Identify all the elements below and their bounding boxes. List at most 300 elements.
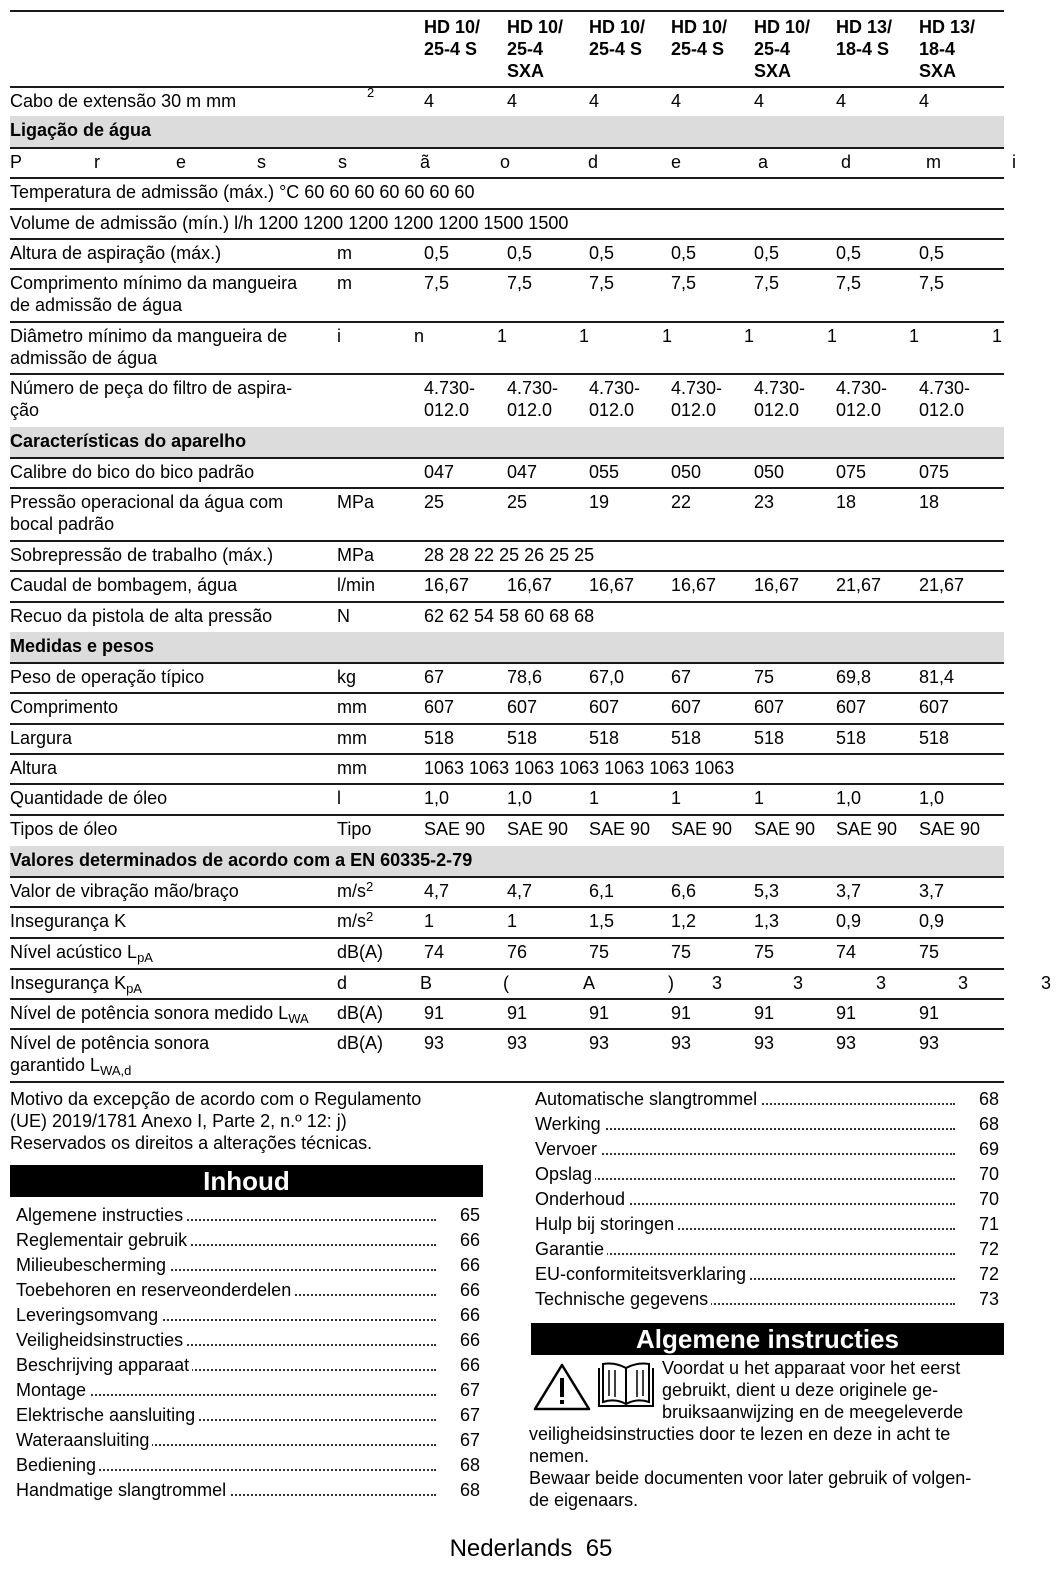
row-value: 050 [754,462,785,482]
toc-entry [535,1087,1005,1112]
row-value: 518 [589,728,620,748]
column-header: HD 13/ 18-4 SXA [919,17,976,81]
toc-leader-dots [535,1178,955,1180]
row-value: 518 [754,728,785,748]
toc-entry [16,1378,486,1403]
spread-char: m [926,152,941,172]
row-label: Número de peça do filtro de aspira- ção [10,378,293,420]
row-value: 4 [754,91,765,111]
row-value: 4.730- 012.0 [424,378,476,420]
column-header: HD 10/ 25-4 SXA [507,17,564,81]
row-divider [10,177,1004,179]
row-value: 1,5 [589,911,615,931]
row-value: 7,5 [507,273,533,293]
row-value: 4.730- 012.0 [671,378,723,420]
row-divider [10,147,1004,149]
toc-entry-label: Reglementair gebruik [16,1228,190,1253]
footer-page-number: 65 [585,1535,613,1562]
row-label: Peso de operação típico [10,667,205,687]
row-value: 1,0 [836,788,862,808]
row-label: Comprimento [10,697,119,717]
section-header [10,846,1004,876]
row-value: 5,3 [754,881,780,901]
toc-entry [535,1262,1005,1287]
row-value: 91 [836,1003,857,1023]
row-value: 1 [507,911,518,931]
label-subscript: WA,d [100,1063,132,1078]
toc-entry-page: 70 [979,1189,1000,1209]
row-value: 607 [424,697,455,717]
spread-char: a [758,152,769,172]
row-value: 4 [589,91,600,111]
spread-char: s [338,152,347,172]
row-unit: m [337,273,352,293]
section-title: Valores determinados de acordo com a EN 60335-2-79 [10,850,473,870]
section-header [10,632,1004,662]
row-value: 1 [754,788,765,808]
row-value: 4,7 [424,881,450,901]
row-value: 518 [424,728,455,748]
row-value: 0,5 [836,243,862,263]
toc-entry-label: Onderhoud [535,1187,628,1212]
toc-entry-page: 70 [979,1164,1000,1184]
row-divider [10,268,1004,270]
row-value: 7,5 [671,273,697,293]
row-value: 18 [919,492,940,512]
row-value: 7,5 [754,273,780,293]
toc-entry-page: 73 [979,1289,1000,1309]
row-unit: N [337,606,350,626]
footnote-line: Motivo da excepção de acordo com o Regulamento [10,1089,422,1109]
unit-superscript: 2 [366,879,374,894]
row-value: 518 [671,728,702,748]
intro-line: de eigenaars. [529,1490,639,1510]
row-label: Cabo de extensão 30 m mm [10,91,237,111]
row-divider [10,540,1004,542]
row-value: 6,1 [589,881,615,901]
row-value: 75 [754,942,775,962]
column-header: HD 10/ 25-4 S [671,17,728,59]
toc-entry-page: 68 [979,1114,1000,1134]
toc-entry-label: Vervoer [535,1137,600,1162]
row-value: 0,5 [671,243,697,263]
row-value: 6,6 [671,881,697,901]
row-value: 4 [424,91,435,111]
row-divider [10,457,1004,459]
row-value: SAE 90 [589,819,651,839]
spread-char: o [500,152,511,172]
row-value: 1,0 [919,788,945,808]
row-value: 607 [507,697,538,717]
row-value: 0,5 [424,243,450,263]
row-unit: kg [337,667,357,687]
row-divider [10,1081,1004,1083]
row-value: 075 [919,462,950,482]
toc-entry [16,1278,486,1303]
row-value: 93 [424,1033,445,1053]
toc-entry-page: 66 [460,1355,481,1375]
row-unit: m [337,243,352,263]
row-divider [10,906,1004,908]
toc-entry-label: Wateraansluiting [16,1428,152,1453]
footer-language: Nederlands [449,1535,573,1562]
toc-entry-page: 68 [979,1089,1000,1109]
row-value: 91 [424,1003,445,1023]
column-header: HD 13/ 18-4 S [836,17,893,59]
row-value: 0,5 [754,243,780,263]
row-value: 25 [424,492,445,512]
row-label: Altura de aspiração (máx.) [10,243,222,263]
row-value: 4 [671,91,682,111]
toc-entry [535,1162,1005,1187]
footnote-line: Reservados os direitos a alterações técnicas. [10,1133,373,1153]
row-value: 4 [507,91,518,111]
row-value: 607 [754,697,785,717]
spread-char: e [671,152,682,172]
toc-entry-label: Hulp bij storingen [535,1212,677,1237]
row-value: 1 [589,788,600,808]
row-value: 1,2 [671,911,697,931]
row-divider [10,487,1004,489]
row-value: 3,7 [836,881,862,901]
row-unit: mm [337,728,367,748]
spread-char: ) [668,973,674,993]
toc-entry-label: Algemene instructies [16,1203,186,1228]
row-value: 4.730- 012.0 [836,378,888,420]
row-value: 607 [919,697,950,717]
row-value: SAE 90 [424,819,486,839]
toc-entry-label: Beschrijving apparaat [16,1353,192,1378]
row-unit: Tipo [337,819,372,839]
row-value: SAE 90 [754,819,816,839]
row-value-inline: 62 62 54 58 60 68 68 [424,606,595,626]
row-value: 67,0 [589,667,625,687]
row-unit: dB(A) [337,942,384,962]
spread-char: i [337,326,341,346]
row-value: 1,0 [507,788,533,808]
toc-entry-label: Milieubescherming [16,1253,169,1278]
spread-char: 1 [744,326,755,346]
toc-entry-page: 68 [460,1480,481,1500]
spread-char: d [588,152,599,172]
spread-char: ( [503,973,509,993]
toc-entry [535,1237,1005,1262]
toc-entry [16,1428,486,1453]
row-divider [10,373,1004,375]
toc-entry-page: 65 [460,1205,481,1225]
row-label: Caudal de bombagem, água [10,575,238,595]
row-value: 23 [754,492,775,512]
row-value: 91 [754,1003,775,1023]
row-divider [10,753,1004,755]
row-value: 75 [919,942,940,962]
toc-entry-label: Garantie [535,1237,607,1262]
row-value: 67 [424,667,445,687]
column-header: HD 10/ 25-4 S [424,17,481,59]
toc-entry-label: Montage [16,1378,89,1403]
row-label: Calibre do bico do bico padrão [10,462,255,482]
toc-entry-page: 66 [460,1280,481,1300]
row-divider [10,814,1004,816]
row-value: 4 [919,91,930,111]
spread-char: i [1012,152,1016,172]
toc-entry [16,1328,486,1353]
toc-entry-label: Toebehoren en reserveonderdelen [16,1278,294,1303]
row-value: 075 [836,462,867,482]
spread-char: A [583,973,596,993]
spread-char: 3 [1041,973,1052,993]
toc-entry [16,1403,486,1428]
toc-entry [16,1303,486,1328]
column-header: HD 10/ 25-4 S [589,17,646,59]
toc-entry-label: Leveringsomvang [16,1303,161,1328]
label-subscript: pA [126,981,142,996]
toc-entry-page: 67 [460,1405,481,1425]
row-value: 67 [671,667,692,687]
toc-entry-page: 67 [460,1380,481,1400]
toc-entry-label: Technische gegevens [535,1287,711,1312]
toc-entry-page: 71 [979,1214,1000,1234]
spread-char: n [414,326,425,346]
spread-char: 3 [712,973,723,993]
row-value-inline: 1063 1063 1063 1063 1063 1063 1063 [424,758,735,778]
spread-char: B [420,973,433,993]
row-value: 19 [589,492,610,512]
row-value: 22 [671,492,692,512]
toc-entry-page: 69 [979,1139,1000,1159]
row-value: 7,5 [424,273,450,293]
row-divider [10,998,1004,1000]
row-divider [10,601,1004,603]
toc-entry [16,1478,486,1503]
row-divider [10,238,1004,240]
row-divider [10,321,1004,323]
row-value: 518 [919,728,950,748]
warning-icon [532,1362,592,1417]
toc-entry-page: 66 [460,1230,481,1250]
spread-char: 1 [909,326,920,346]
row-label: Quantidade de óleo [10,788,168,808]
row-label: Nível de potência sonora garantido $L_{WA,d}$ [10,1033,210,1078]
spread-char: d [841,152,852,172]
toc-title: Inhoud [10,1165,483,1197]
column-header: HD 10/ 25-4 SXA [754,17,811,81]
toc-entry-page: 68 [460,1455,481,1475]
intro-line: veiligheidsinstructies door te lezen en deze in acht te [529,1424,951,1444]
intro-line: gebruikt, dient u deze originele ge- [662,1380,939,1400]
row-label: Insegurança $K_{pA}$ [10,973,142,996]
row-divider [10,692,1004,694]
row-value: 607 [836,697,867,717]
row-value: 047 [507,462,538,482]
toc-entry-page: 67 [460,1430,481,1450]
section-title: Medidas e pesos [10,636,155,656]
toc-entry-page: 66 [460,1305,481,1325]
toc-entry-page: 72 [979,1264,1000,1284]
row-value: 76 [507,942,528,962]
toc-entry-page: 66 [460,1330,481,1350]
row-value: 16,67 [507,575,553,595]
row-value: 91 [589,1003,610,1023]
spread-char: 3 [793,973,804,993]
toc-entry [535,1187,1005,1212]
row-value: 047 [424,462,455,482]
row-value: 518 [507,728,538,748]
page-footer [0,1534,1062,1564]
row-value: 4.730- 012.0 [754,378,806,420]
row-value: 7,5 [836,273,862,293]
row-value: 1,3 [754,911,780,931]
intro-line: nemen. [529,1446,590,1466]
row-value: 4.730- 012.0 [919,378,971,420]
row-value: 7,5 [589,273,615,293]
toc-entry-label: Automatische slangtrommel [535,1087,760,1112]
spread-char: d [337,973,348,993]
row-unit: l/min [337,575,376,595]
row-value: 75 [754,667,775,687]
toc-entry [16,1253,486,1278]
toc-entry [16,1203,486,1228]
row-value: 607 [589,697,620,717]
row-unit: 2 [367,85,375,100]
row-divider [10,876,1004,878]
intro-title: Algemene instructies [531,1323,1004,1355]
row-value: 75 [589,942,610,962]
section-title: Ligação de água [10,120,152,140]
toc-entry-label: EU-conformiteitsverklaring [535,1262,749,1287]
row-value: 74 [424,942,445,962]
row-value: 1 [424,911,435,931]
spread-char: 3 [958,973,969,993]
toc-entry [16,1353,486,1378]
intro-line: bruiksaanwijzing en de meegeleverde [662,1402,964,1422]
row-value: 25 [507,492,528,512]
row-value: 4 [836,91,847,111]
row-divider [10,86,1004,88]
toc-entry [16,1228,486,1253]
row-label: Altura [10,758,58,778]
toc-entry [16,1453,486,1478]
row-value: SAE 90 [671,819,733,839]
row-value: 91 [919,1003,940,1023]
row-unit: $m/s^2$ [337,879,374,901]
unit-superscript: 2 [366,909,374,924]
section-header [10,116,1004,147]
row-label: Valor de vibração mão/braço [10,881,239,901]
row-label: Pressão operacional da água com bocal padrão [10,492,284,534]
row-divider [10,1028,1004,1030]
spread-char: e [176,152,187,172]
row-value: 4,7 [507,881,533,901]
section-title: Características do aparelho [10,431,247,451]
row-value: 0,9 [836,911,862,931]
manual-book-icon [595,1360,657,1417]
row-divider [10,783,1004,785]
spread-char: P [10,152,23,172]
row-unit: mm [337,697,367,717]
row-divider [10,208,1004,210]
row-value: 0,5 [589,243,615,263]
row-value: 0,5 [919,243,945,263]
row-value: 0,5 [507,243,533,263]
row-unit: dB(A) [337,1003,384,1023]
row-value: 16,67 [754,575,800,595]
row-label: Sobrepressão de trabalho (máx.) [10,545,274,565]
row-text: Volume de admissão (mín.) l/h 1200 1200 1200 1200 1200 1500 1500 [10,213,569,233]
row-value: 93 [754,1033,775,1053]
row-value: 93 [919,1033,940,1053]
row-value: 4.730- 012.0 [589,378,641,420]
footnote-line: (UE) 2019/1781 Anexo I, Parte 2, n.º 12: j) [10,1111,347,1131]
spread-char: 1 [992,326,1003,346]
toc-entry-label: Werking [535,1112,604,1137]
row-label: Tipos de óleo [10,819,118,839]
row-value: 050 [671,462,702,482]
spread-char: 1 [827,326,838,346]
spread-char: 1 [662,326,673,346]
row-value: SAE 90 [507,819,569,839]
spread-char: s [257,152,266,172]
row-divider [10,10,1004,12]
row-divider [10,662,1004,664]
row-value: 75 [671,942,692,962]
row-value: 055 [589,462,620,482]
label-subscript: WA [288,1011,309,1026]
row-label: Insegurança K [10,911,127,931]
spread-char: ã [420,152,431,172]
row-label: Largura [10,728,73,748]
row-divider [10,723,1004,725]
row-value: 69,8 [836,667,872,687]
label-subscript: pA [137,950,153,965]
toc-entry-label: Opslag [535,1162,595,1187]
row-value: 607 [671,697,702,717]
toc-entry-page: 66 [460,1255,481,1275]
row-value: 21,67 [836,575,882,595]
row-value: 18 [836,492,857,512]
row-value: 16,67 [589,575,635,595]
section-header [10,427,1004,457]
intro-line: Voordat u het apparaat voor het eerst [662,1358,961,1378]
toc-entry-label: Bediening [16,1453,99,1478]
row-unit: MPa [337,545,375,565]
row-value: 93 [589,1033,610,1053]
row-label: Diâmetro mínimo da mangueira de admissão de água [10,326,288,368]
toc-entry-label: Handmatige slangtrommel [16,1478,229,1503]
toc-entry-page: 72 [979,1239,1000,1259]
toc-entry-label: Veiligheidsinstructies [16,1328,186,1353]
row-value: 93 [836,1033,857,1053]
row-value: 81,4 [919,667,955,687]
row-label: Recuo da pistola de alta pressão [10,606,273,626]
row-label: Nível acústico $L_{pA}$ [10,942,153,965]
row-value: 518 [836,728,867,748]
spread-char: r [94,152,100,172]
row-value-inline: 28 28 22 25 26 25 25 [424,545,595,565]
row-value: 4.730- 012.0 [507,378,559,420]
row-value: 91 [671,1003,692,1023]
row-unit: MPa [337,492,375,512]
spread-char: 1 [497,326,508,346]
row-value: 1 [671,788,682,808]
row-unit: l [337,788,341,808]
row-value: 21,67 [919,575,965,595]
toc-entry [535,1112,1005,1137]
row-value: 74 [836,942,857,962]
intro-line: Bewaar beide documenten voor later gebruik of volgen- [529,1468,972,1488]
row-value: 16,67 [671,575,717,595]
row-value: 93 [671,1033,692,1053]
